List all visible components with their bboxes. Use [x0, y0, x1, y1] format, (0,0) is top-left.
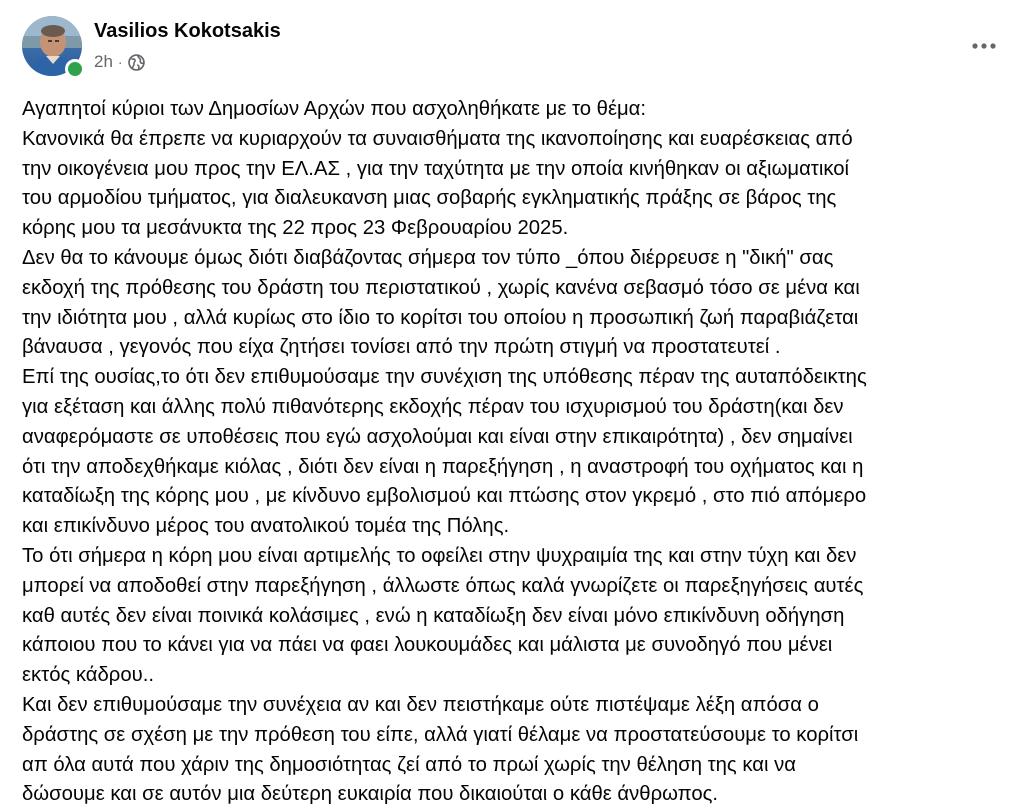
post-text — [22, 95, 1007, 810]
post-header — [22, 16, 1002, 78]
post-timestamp[interactable]: 2h — [94, 52, 113, 71]
post-text-line: απ όλα αυτά που χάριν της δημοσιότητας ζεί από το πρωί χωρίς την θέληση της και να — [22, 753, 796, 776]
post-text-line: καθ αυτές δεν είναι ποινικά κολάσιμες , ενώ η καταδίωξη δεν είναι μόνο επικίνδυνη οδήγηση — [22, 604, 845, 627]
post-text-line: κόρης μου τα μεσάνυκτα της 22 προς 23 Φεβρουαρίου 2025. — [22, 217, 569, 240]
post-text-line: για εξέταση και άλλης πολύ πιθανότερης εκδοχής πέραν του ισχυρισμού του δράστη(και δεν — [22, 395, 844, 418]
post-text-line: εκτός κάδρου.. — [22, 664, 154, 687]
post-text-line: εκδοχή της πρόθεσης του δράστη του περιστατικού , χωρίς κανένα σεβασμό τόσο σε μένα και — [22, 276, 860, 299]
post-text-line: δράστης σε σχέση με την πρόθεση του είπε, αλλά γιατί θέλαμε να προστατεύσουμε το κορίτσι — [22, 723, 859, 746]
post-text-line: Δεν θα το κάνουμε όμως διότι διαβάζοντας σήμερα τον τύπο _όπου διέρρευσε η "δική" σας — [22, 246, 834, 269]
meta-separator: · — [117, 54, 123, 70]
online-status-icon — [65, 59, 85, 79]
post-meta — [94, 52, 145, 72]
globe-icon[interactable] — [128, 54, 145, 71]
post-text-line: την ιδιότητα μου , αλλά κυρίως στο ίδιο το κορίτσι του οποίου η προσωπική ζωή παραβιάζεται — [22, 306, 859, 329]
more-options-button[interactable] — [966, 30, 1002, 62]
post-text-line: μπορεί να αποδοθεί στην παρεξήγηση , άλλωστε όπως καλά γνωρίζετε οι παρεξηγήσεις αυτές — [22, 574, 864, 597]
post-text-line: Αγαπητοί κύριοι των Δημοσίων Αρχών που ασχοληθήκατε με το θέμα: — [22, 98, 647, 120]
post-text-line: ότι την αποδεχθήκαμε κιόλας , διότι δεν είναι η παρεξήγηση , η αναστροφή του οχήματος και η — [22, 455, 864, 478]
author-name[interactable]: Vasilios Kokotsakis — [94, 20, 281, 42]
post-text-line: δώσουμε και σε αυτόν μια δεύτερη ευκαιρία που δικαιούται ο κάθε άνθρωπος. — [22, 783, 719, 806]
post-text-line: Το ότι σήμερα η κόρη μου είναι αρτιμελής το οφείλει στην ψυχραιμία της και στην τύχη και δεν — [22, 544, 857, 567]
post-text-line: Και δεν επιθυμούσαμε την συνέχεια αν και δεν πειστήκαμε ούτε πιστέψαμε λέξη απόσα ο — [22, 693, 819, 716]
more-horizontal-icon — [971, 37, 997, 55]
post-text-line: αναφερόμαστε σε υποθέσεις που εγώ ασχολούμαι και είναι στην επικαιρότητα) , δεν σημαίνει — [22, 425, 853, 448]
post-text-line: κάποιου που το κάνει για να πάει να φαει λουκουμάδες και μάλιστα με συνοδηγό που μένει — [22, 634, 833, 657]
author-avatar[interactable] — [22, 16, 82, 76]
post-text-line: την οικογένεια μου προς την ΕΛ.ΑΣ , για την ταχύτητα με την οποία κινήθηκαν οι αξιωματικοί — [22, 157, 850, 180]
post-text-line: Κανονικά θα έπρεπε να κυριαρχούν τα συναισθήματα της ικανοποίησης και ευαρέσκειας από — [22, 127, 853, 150]
post-text-line: του αρμοδίου τμήματος, για διαλευκανση μιας σοβαρής εγκληματικής πράξης σε βάρος της — [22, 187, 837, 210]
post-text-line: Επί της ουσίας,το ότι δεν επιθυμούσαμε την συνέχιση της υπόθεσης πέραν της αυταπόδεικτης — [22, 366, 867, 389]
post-text-line: βάναυσα , γεγονός που είχα ζητήσει τονίσει από την πρώτη στιγμή να προστατευτεί . — [22, 336, 781, 359]
post-text-line: και επικίνδυνο μέρος του ανατολικού τομέα της Πόλης. — [22, 515, 510, 538]
post-text-line: καταδίωξη της κόρης μου , με κίνδυνο εμβολισμού και πτώσης στον γκρεμό , στο πιό απόμερο — [22, 485, 867, 508]
